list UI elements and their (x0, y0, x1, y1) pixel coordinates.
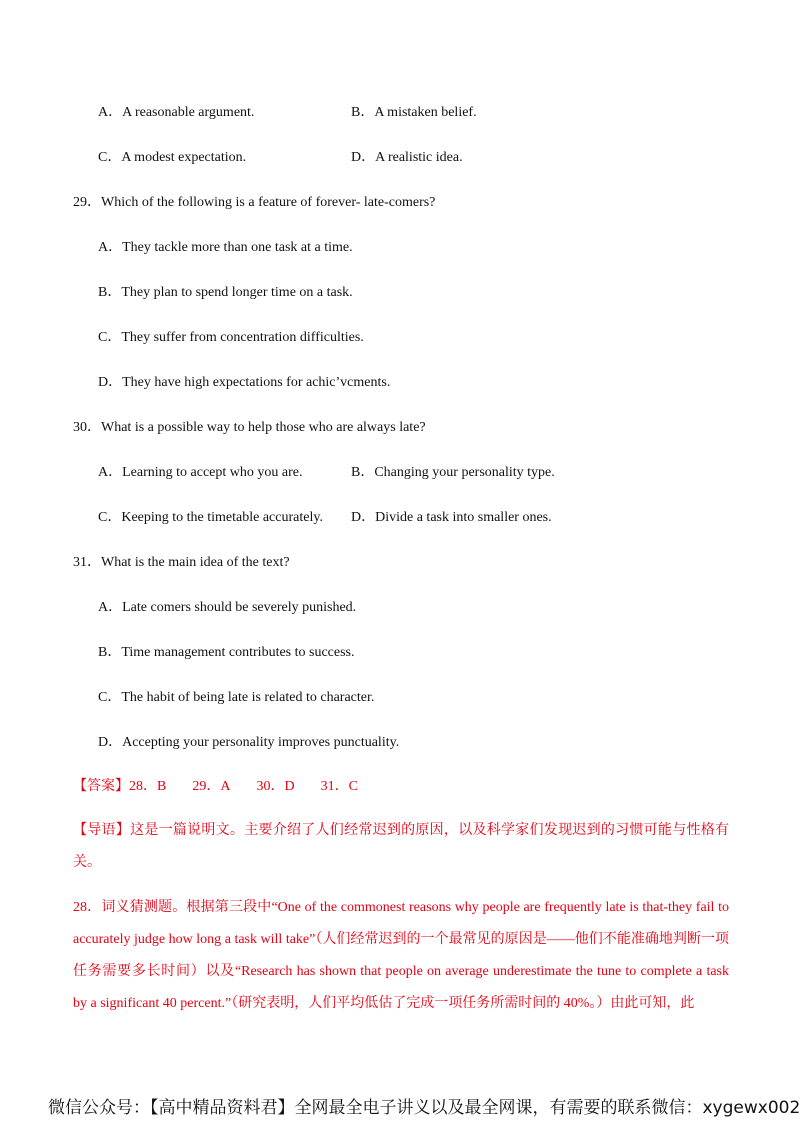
answer-item: 29．A (192, 779, 231, 794)
q31-option-d: D．Accepting your personality improves punctuality. (98, 735, 400, 750)
q30-option-b: B．Changing your personality type. (351, 465, 555, 480)
q30-option-c: C．Keeping to the timetable accurately. (98, 510, 323, 525)
q31-question: 31．What is the main idea of the text? (73, 555, 290, 570)
q29-option-a: A．They tackle more than one task at a time. (98, 240, 353, 255)
q30-option-d: D．Divide a task into smaller ones. (351, 510, 552, 525)
q31-option-a: A．Late comers should be severely punished. (98, 600, 357, 615)
q31-option-b: B．Time management contributes to success. (98, 645, 355, 660)
guide-paragraph: 【导语】这是一篇说明文。主要介绍了人们经常迟到的原因，以及科学家们发现迟到的习惯可能与性格有关。 (73, 823, 729, 870)
answer-line (73, 778, 358, 796)
q29-option-b: B．They plan to spend longer time on a task. (98, 285, 353, 300)
footer-notice: 微信公众号：【高中精品资料君】全网最全电子讲义以及最全网课，有需要的联系微信：xygewx002 (48, 1098, 800, 1118)
q29-option-c: C．They suffer from concentration difficulties. (98, 330, 364, 345)
q28-option-a: A．A reasonable argument. (98, 105, 255, 120)
answer-item: 31．C (320, 779, 358, 794)
q29-question: 29．Which of the following is a feature of forever- late-comers? (73, 195, 436, 210)
answer-item: 30．D (256, 779, 295, 794)
q30-option-a: A．Learning to accept who you are. (98, 465, 303, 480)
answer-item: 28．B (129, 779, 167, 794)
q28-option-c: C．A modest expectation. (98, 150, 247, 165)
q28-option-b: B．A mistaken belief. (351, 105, 477, 120)
q31-option-c: C．The habit of being late is related to character. (98, 690, 375, 705)
answer-label: 【答案】 (73, 779, 129, 794)
q29-option-d: D．They have high expectations for achic’vcments. (98, 375, 391, 390)
q28-option-d: D．A realistic idea. (351, 150, 463, 165)
explanation-paragraph: 28．词义猜测题。根据第三段中“One of the commonest reasons why people are frequently late is that-they fail to accurately judge how long a task will take”（人们经常迟到的一个最常见的原因是——他们不能准确地判断一项任务需要多长时间）以及“Research has shown that people on average underestimate the tune to complete a task by a significant 40 percent.”（研究表明，人们平均低估了完成一项任务所需时间的 40%。）由此可知，此 (73, 900, 729, 1011)
q30-question: 30．What is a possible way to help those who are always late? (73, 420, 426, 435)
